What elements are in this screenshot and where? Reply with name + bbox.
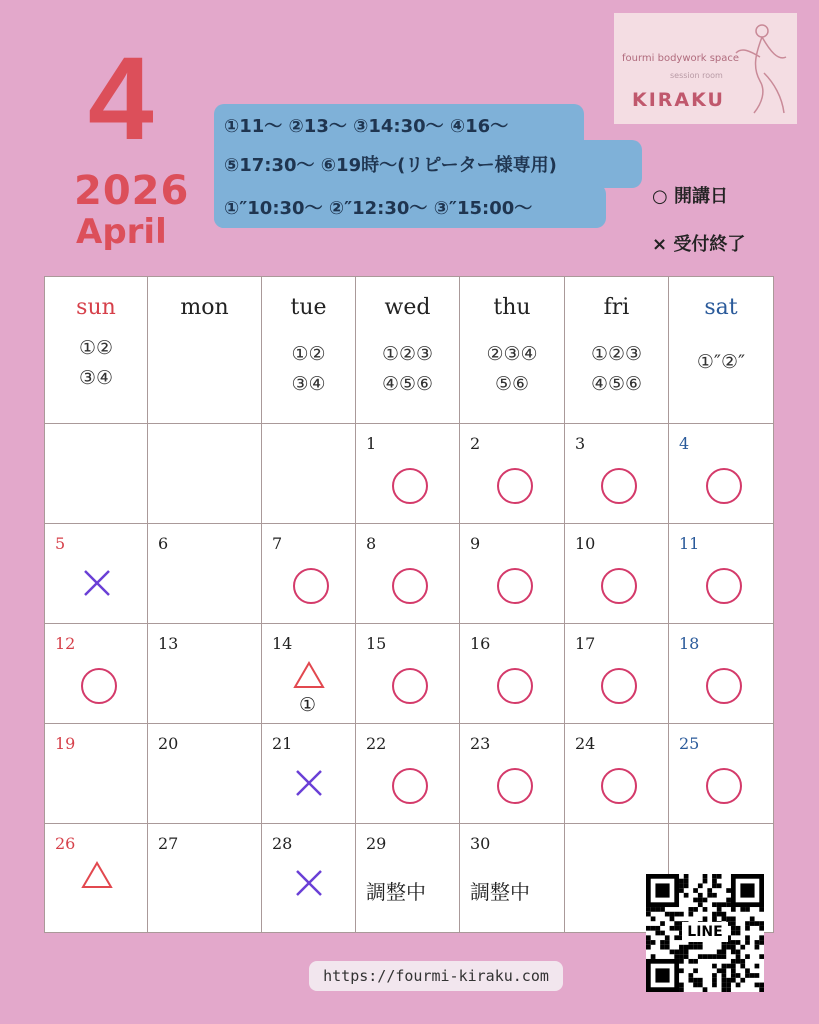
open-circle-icon <box>704 766 744 806</box>
weekday-slot-line: ④⑤⑥ <box>590 373 643 395</box>
open-circle-icon <box>495 466 535 506</box>
weekday-slot-line: ⑤⑥ <box>494 373 530 395</box>
day-cell <box>44 724 148 824</box>
adjusting-label: 調整中 <box>366 880 426 904</box>
day-number: 18 <box>679 634 700 653</box>
logo-brand: KIRAKU <box>632 89 725 111</box>
day-cell <box>669 424 774 524</box>
day-number: 9 <box>470 534 481 553</box>
day-cell <box>262 524 356 624</box>
weekday-label: tue <box>290 295 327 320</box>
line-qr-code[interactable] <box>646 874 764 992</box>
day-number: 17 <box>575 634 596 653</box>
open-circle-icon <box>79 666 119 706</box>
weekday-label: thu <box>493 295 531 320</box>
weekday-header-sun <box>44 276 148 424</box>
day-cell <box>565 524 669 624</box>
day-cell <box>565 424 669 524</box>
open-circle-icon <box>599 466 639 506</box>
day-number: 5 <box>55 534 66 553</box>
open-circle-icon <box>390 466 430 506</box>
day-number: 3 <box>575 434 586 453</box>
weekday-header-tue <box>262 276 356 424</box>
open-circle-icon <box>291 566 331 606</box>
day-number: 22 <box>366 734 387 753</box>
dancer-logo-icon <box>732 17 792 117</box>
weekday-slot-line: ①② <box>291 343 326 365</box>
open-circle-icon <box>704 666 744 706</box>
weekday-slot-line: ①② <box>78 337 114 359</box>
day-cell <box>262 624 356 724</box>
day-cell <box>669 724 774 824</box>
day-number: 4 <box>679 434 690 453</box>
open-circle-icon <box>390 566 430 606</box>
day-number: 30 <box>470 834 491 853</box>
day-number: 14 <box>272 634 293 653</box>
empty-day-cell <box>148 424 262 524</box>
day-cell <box>44 524 148 624</box>
day-cell <box>356 424 460 524</box>
weekday-slots <box>460 339 564 399</box>
day-number: 13 <box>158 634 179 653</box>
day-cell <box>460 724 565 824</box>
weekday-slot-line: ①″②″ <box>696 351 746 373</box>
weekday-slot-line: ③④ <box>78 367 114 389</box>
day-number: 1 <box>366 434 377 453</box>
day-number: 20 <box>158 734 179 753</box>
weekday-slot-line: ②③④ <box>486 343 538 365</box>
weekday-label: wed <box>384 295 431 320</box>
weekday-label: sat <box>704 295 738 320</box>
day-cell <box>460 624 565 724</box>
open-circle-icon <box>599 766 639 806</box>
month-name: April <box>76 212 167 252</box>
month-number: 4 <box>88 33 154 165</box>
day-cell <box>262 824 356 933</box>
logo-subtitle: session room <box>670 71 723 80</box>
weekday-header-mon <box>148 276 262 424</box>
day-number: 7 <box>272 534 283 553</box>
qr-line-label: LINE <box>682 922 728 942</box>
limited-triangle-icon <box>292 660 326 690</box>
weekday-slot-line: ④⑤⑥ <box>381 373 434 395</box>
day-cell <box>565 624 669 724</box>
weekday-slots <box>565 339 668 399</box>
day-number: 15 <box>366 634 387 653</box>
limited-triangle-icon <box>80 860 114 890</box>
closed-x-icon <box>294 868 324 898</box>
day-number: 21 <box>272 734 293 753</box>
day-number: 10 <box>575 534 596 553</box>
weekday-slots <box>262 339 355 399</box>
empty-day-cell <box>44 424 148 524</box>
day-cell <box>44 824 148 933</box>
day-number: 8 <box>366 534 377 553</box>
slot-times-line2: ⑤17:30～ ⑥19時～(リピーター様専用) <box>224 155 557 176</box>
open-circle-icon <box>704 466 744 506</box>
weekday-slot-line: ①②③ <box>381 343 434 365</box>
year: 2026 <box>74 168 190 214</box>
weekday-slot-line: ①②③ <box>590 343 643 365</box>
day-cell <box>148 524 262 624</box>
open-circle-icon <box>390 666 430 706</box>
day-number: 12 <box>55 634 76 653</box>
open-circle-icon <box>599 666 639 706</box>
day-cell <box>460 824 565 933</box>
day-cell <box>148 824 262 933</box>
website-url[interactable]: https://fourmi-kiraku.com <box>309 961 563 991</box>
open-circle-icon <box>495 566 535 606</box>
legend-closed: × 受付終了 <box>652 234 746 255</box>
day-number: 25 <box>679 734 700 753</box>
weekday-header-fri <box>565 276 669 424</box>
closed-x-icon <box>294 768 324 798</box>
day-cell <box>669 524 774 624</box>
day-cell <box>262 724 356 824</box>
legend-open: ○ 開講日 <box>652 186 728 207</box>
day-number: 11 <box>679 534 700 553</box>
day-cell <box>356 724 460 824</box>
day-cell <box>148 724 262 824</box>
slot-times-line3: ①″10:30～ ②″12:30～ ③″15:00～ <box>224 198 533 219</box>
closed-x-icon <box>82 568 112 598</box>
day-cell <box>460 524 565 624</box>
calendar-grid <box>44 276 774 933</box>
weekday-slots <box>669 347 773 377</box>
weekday-header-thu <box>460 276 565 424</box>
day-cell <box>148 624 262 724</box>
day-number: 24 <box>575 734 596 753</box>
logo <box>614 13 797 124</box>
open-circle-icon <box>599 566 639 606</box>
day-number: 16 <box>470 634 491 653</box>
slot-note: ① <box>299 694 317 716</box>
weekday-slots <box>356 339 459 399</box>
weekday-header-sat <box>669 276 774 424</box>
day-cell <box>44 624 148 724</box>
day-number: 27 <box>158 834 179 853</box>
open-circle-icon <box>704 566 744 606</box>
open-circle-icon <box>495 666 535 706</box>
day-cell <box>356 824 460 933</box>
weekday-label: sun <box>76 295 116 320</box>
weekday-header-wed <box>356 276 460 424</box>
logo-tagline: fourmi bodywork space <box>622 53 740 64</box>
empty-day-cell <box>262 424 356 524</box>
adjusting-label: 調整中 <box>470 880 530 904</box>
day-number: 2 <box>470 434 481 453</box>
weekday-label: fri <box>603 295 630 320</box>
day-number: 28 <box>272 834 293 853</box>
slot-times-line1: ①11～ ②13～ ③14:30～ ④16～ <box>224 116 509 137</box>
weekday-slot-line: ③④ <box>291 373 326 395</box>
day-number: 23 <box>470 734 491 753</box>
day-number: 6 <box>158 534 169 553</box>
day-cell <box>356 524 460 624</box>
open-circle-icon <box>390 766 430 806</box>
day-number: 29 <box>366 834 387 853</box>
day-number: 19 <box>55 734 76 753</box>
day-number: 26 <box>55 834 76 853</box>
weekday-slots <box>45 333 147 393</box>
day-cell <box>565 724 669 824</box>
open-circle-icon <box>495 766 535 806</box>
day-cell <box>356 624 460 724</box>
weekday-label: mon <box>180 295 229 320</box>
day-cell <box>669 624 774 724</box>
day-cell <box>460 424 565 524</box>
